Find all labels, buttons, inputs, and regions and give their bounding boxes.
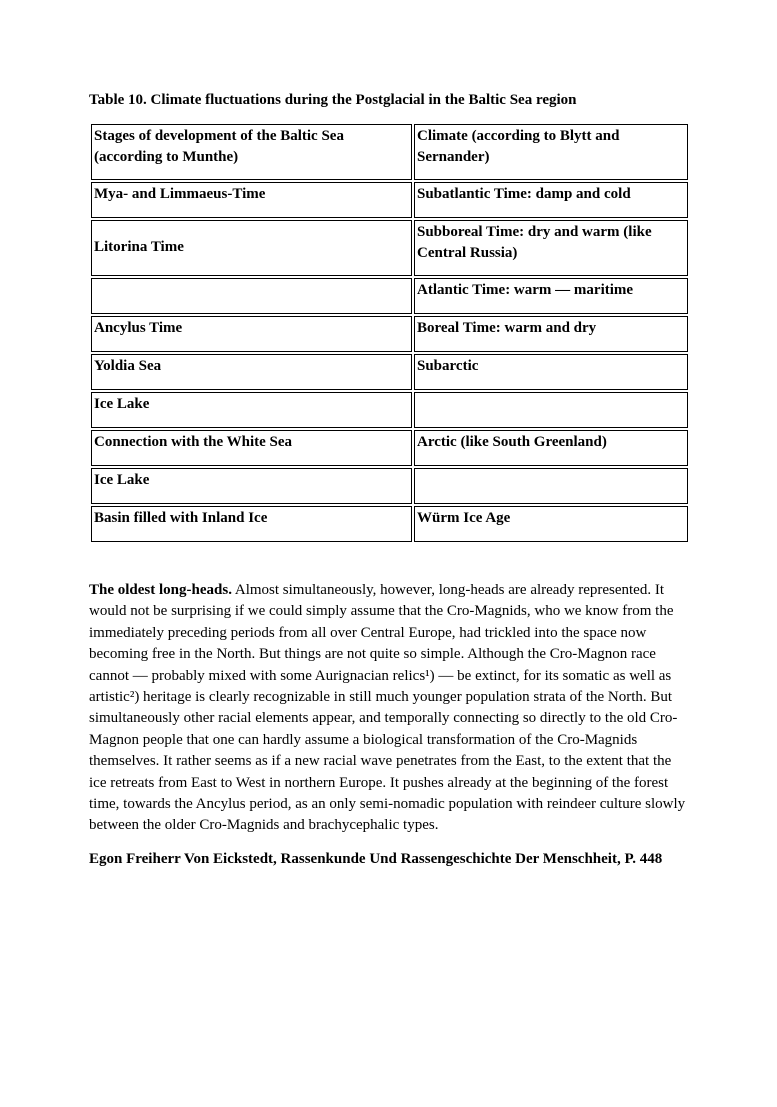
stage-cell: Connection with the White Sea	[91, 430, 412, 466]
stage-cell: Litorina Time	[91, 220, 412, 276]
citation: Egon Freiherr Von Eickstedt, Rassenkunde Und Rassengeschichte Der Menschheit, P. 448	[89, 850, 663, 867]
climate-cell	[414, 392, 688, 428]
table-row	[91, 506, 688, 542]
stage-cell: Basin filled with Inland Ice	[91, 506, 412, 542]
stage-cell: Ice Lake	[91, 468, 412, 504]
table-row	[91, 220, 688, 276]
climate-cell	[414, 468, 688, 504]
table-row	[91, 468, 688, 504]
table-row	[91, 316, 688, 352]
header-climate-cell: Climate (according to Blytt and Sernander)	[414, 124, 688, 180]
table-row	[91, 182, 688, 218]
body-paragraph	[89, 580, 689, 837]
climate-cell: Subboreal Time: dry and warm (like Central Russia)	[414, 220, 688, 276]
stage-cell: Mya- and Limmaeus-Time	[91, 182, 412, 218]
table-row	[91, 430, 688, 466]
stage-cell: Ancylus Time	[91, 316, 412, 352]
climate-cell: Boreal Time: warm and dry	[414, 316, 688, 352]
climate-cell: Subarctic	[414, 354, 688, 390]
stage-cell	[91, 278, 412, 314]
stage-cell: Yoldia Sea	[91, 354, 412, 390]
climate-cell: Subatlantic Time: damp and cold	[414, 182, 688, 218]
header-stages-cell: Stages of development of the Baltic Sea (according to Munthe)	[91, 124, 412, 180]
climate-cell: Atlantic Time: warm — maritime	[414, 278, 688, 314]
stage-cell: Ice Lake	[91, 392, 412, 428]
document-page	[89, 90, 689, 870]
paragraph-text: Almost simultaneously, however, long-heads are already represented. It would not be surprising if we could simply assume that the Cro-Magnids, who we know from the immediately preceding periods from all over Central Europe, had trickled into the space now becoming free in the North. But things are not quite so simple. Although the Cro-Magnon race cannot — probably mixed with some Aurignacian relics¹) — be extinct, for its somatic as well as artistic²) heritage is clearly recognizable in still much younger population strata of the North. But simultaneously other racial elements appear, and temporally connecting so directly to the old Cro-Magnon people that one can hardly assume a biological transformation of the Cro-Magnids themselves. It rather seems as if a new racial wave penetrates from the East, to the extent that the ice retreats from East to West in northern Europe. It pushes already at the beginning of the forest time, towards the Ancylus period, as an only semi-nomadic population with reindeer culture slowly between the older Cro-Magnids and brachycephalic types.	[89, 582, 686, 834]
table-title: Table 10. Climate fluctuations during the Postglacial in the Baltic Sea region	[89, 92, 577, 108]
climate-cell: Würm Ice Age	[414, 506, 688, 542]
table-row	[91, 392, 688, 428]
climate-cell: Arctic (like South Greenland)	[414, 430, 688, 466]
table-row	[91, 278, 688, 314]
climate-table	[89, 122, 690, 544]
paragraph-lead: The oldest long-heads.	[89, 582, 232, 598]
table-row	[91, 354, 688, 390]
table-header-row	[91, 124, 688, 180]
